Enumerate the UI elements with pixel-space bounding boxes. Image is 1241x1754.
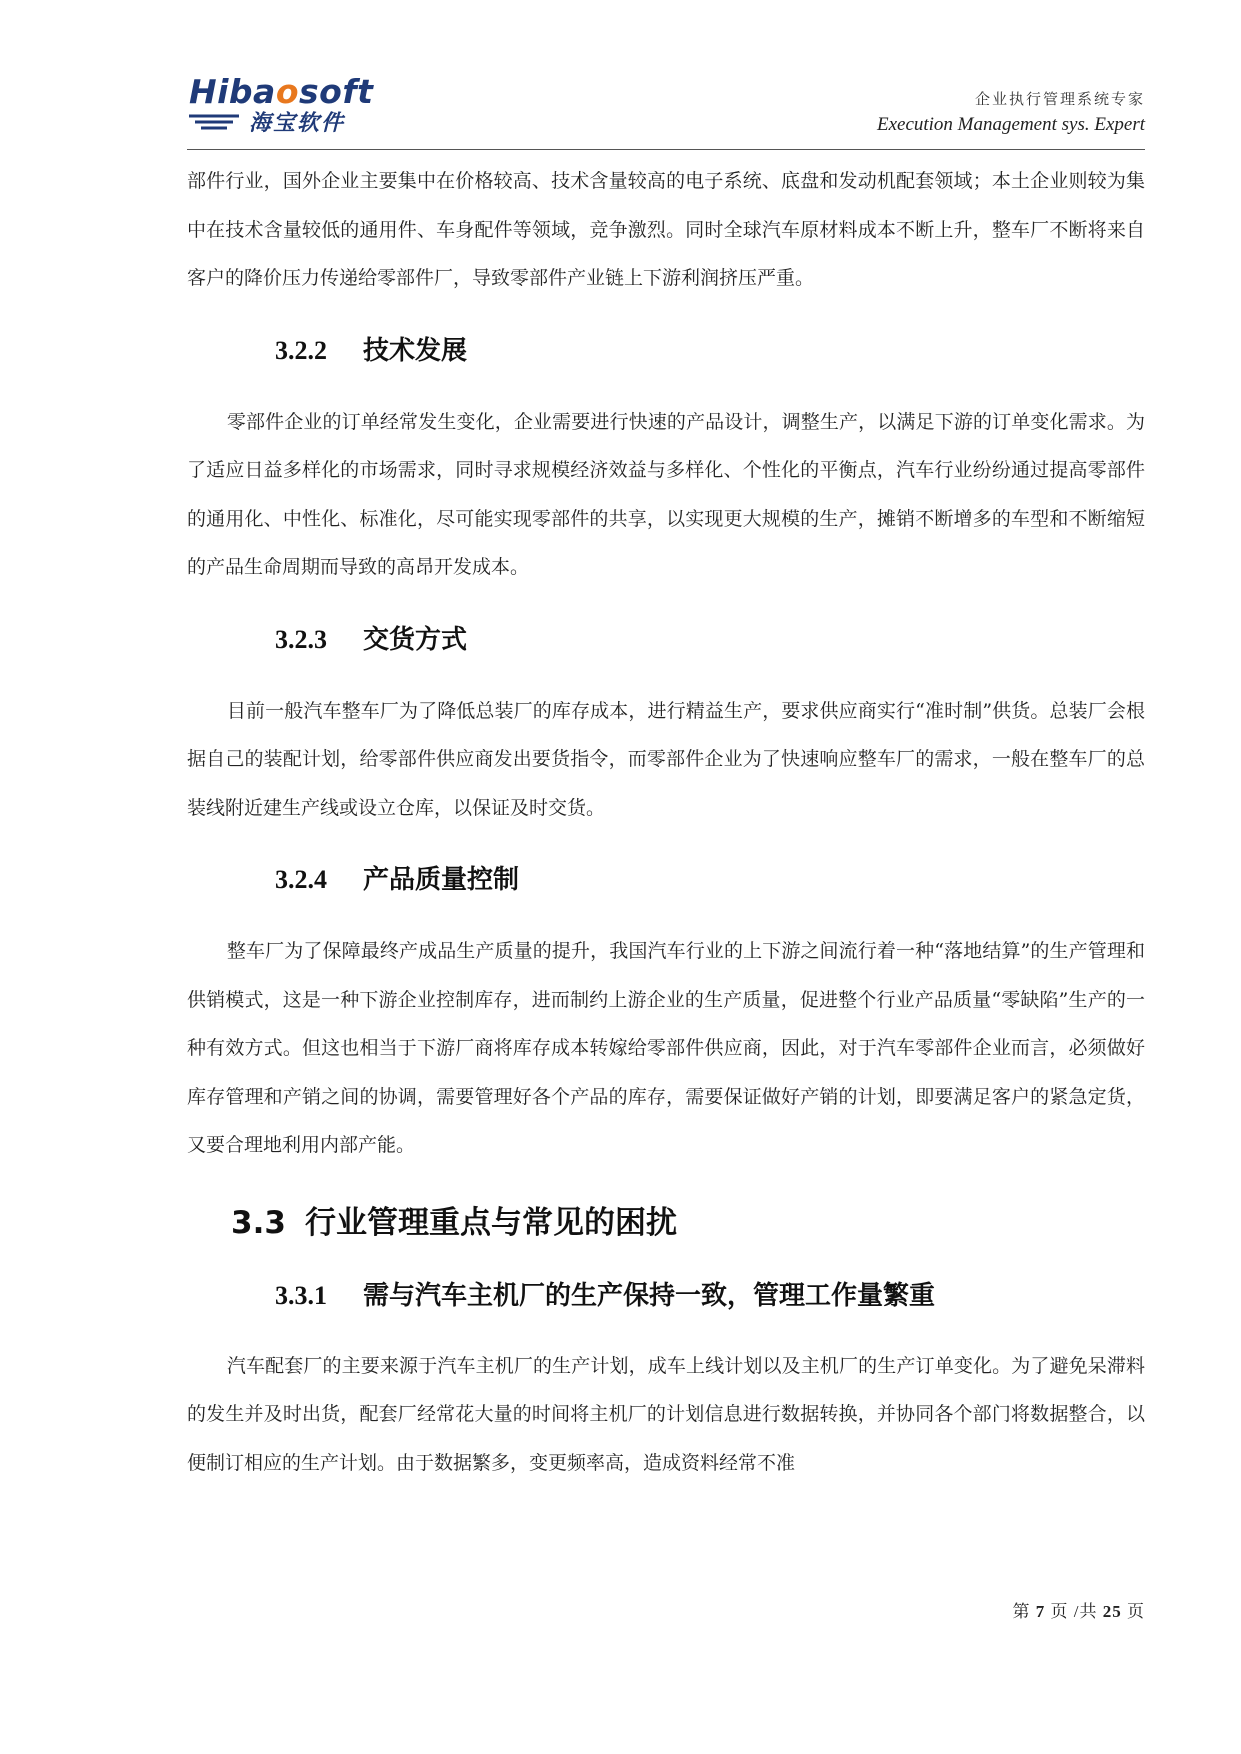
logo-wordmark-cn: 海宝软件: [249, 111, 346, 136]
chapter-title: 行业管理重点与常见的困扰: [305, 1204, 677, 1241]
page-header: [187, 72, 1145, 148]
chapter-number: 3.3: [231, 1204, 286, 1241]
section-number: 3.2.4: [275, 865, 327, 894]
footer-total-pages: 25: [1102, 1602, 1122, 1621]
footer-suffix: 页: [1127, 1602, 1145, 1621]
section-heading-3-2-3: [187, 620, 1145, 660]
logo-wordmark-en: [189, 72, 373, 112]
intro-paragraph: 部件行业，国外企业主要集中在价格较高、技术含量较高的电子系统、底盘和发动机配套领域；本土企业则较为集中在技术含量较低的通用件、车身配件等领域，竞争激烈。同时全球汽车原材料成本不断上升，整车厂不断将来自客户的降价压力传递给零部件厂，导致零部件产业链上下游利润挤压严重。: [187, 170, 1145, 289]
section-paragraph-3-2-3: 目前一般汽车整车厂为了降低总装厂的库存成本，进行精益生产，要求供应商实行“准时制”供货。总装厂会根据自己的装配计划，给零部件供应商发出要货指令，而零部件企业为了快速响应整车厂的需求，一般在整车厂的总装线附近建生产线或设立仓库，以保证及时交货。: [187, 699, 1145, 819]
footer-page-number: 7: [1035, 1602, 1046, 1621]
section-title: 技术发展: [363, 335, 468, 366]
logo-swoosh-icon: [187, 110, 247, 134]
section-heading-3-2-4: [187, 860, 1145, 900]
header-tagline-cn: 企业执行管理系统专家: [974, 90, 1145, 108]
section-title: 需与汽车主机厂的生产保持一致，管理工作量繁重: [363, 1280, 936, 1311]
section-title: 交货方式: [363, 624, 468, 655]
hibaosoft-logo: [187, 72, 387, 142]
section-paragraph-3-2-4: 整车厂为了保障最终产成品生产质量的提升，我国汽车行业的上下游之间流行着一种“落地结算”的生产管理和供销模式，这是一种下游企业控制库存，进而制约上游企业的生产质量，促进整个行业产品质量“零缺陷”生产的一种有效方式。但这也相当于下游厂商将库存成本转嫁给零部件供应商，因此，对于汽车零部件企业而言，必须做好库存管理和产销之间的协调，需要管理好各个产品的库存，需要保证做好产销的计划，即要满足客户的紧急定货，又要合理地利用内部产能。: [187, 940, 1145, 1156]
section-paragraph-3-2-2: 零部件企业的订单经常发生变化，企业需要进行快速的产品设计，调整生产，以满足下游的订单变化需求。为了适应日益多样化的市场需求，同时寻求规模经济效益与多样化、个性化的平衡点，汽车行业纷纷通过提高零部件的通用化、中性化、标准化，尽可能实现零部件的共享，以实现更大规模的生产，摊销不断增多的车型和不断缩短的产品生命周期而导致的高昂开发成本。: [187, 410, 1145, 578]
section-paragraph-3-3-1: 汽车配套厂的主要来源于汽车主机厂的生产计划，成车上线计划以及主机厂的生产订单变化。为了避免呆滞料的发生并及时出货，配套厂经常花大量的时间将主机厂的计划信息进行数据转换，并协同各个部门将数据整合，以便制订相应的生产计划。由于数据繁多，变更频率高，造成资料经常不准: [187, 1354, 1145, 1474]
footer-prefix: 第: [1012, 1602, 1031, 1621]
section-number: 3.2.3: [275, 624, 327, 654]
header-divider: [187, 149, 1145, 150]
section-title: 产品质量控制: [363, 865, 520, 895]
page-footer: [1013, 1597, 1145, 1622]
footer-middle: 页 /共: [1050, 1602, 1098, 1621]
chapter-heading-3-3: [187, 1200, 1145, 1246]
section-heading-3-2-2: [187, 331, 1145, 371]
section-number: 3.2.2: [275, 335, 327, 365]
logo-en-accent: o: [275, 72, 299, 111]
section-number: 3.3.1: [275, 1280, 327, 1310]
logo-en-part1: Hiba: [189, 72, 276, 111]
logo-en-part2: soft: [299, 72, 374, 111]
page-content: [187, 157, 1145, 1487]
section-heading-3-3-1: [187, 1276, 1145, 1316]
header-tagline-en: Execution Management sys. Expert: [876, 114, 1145, 135]
